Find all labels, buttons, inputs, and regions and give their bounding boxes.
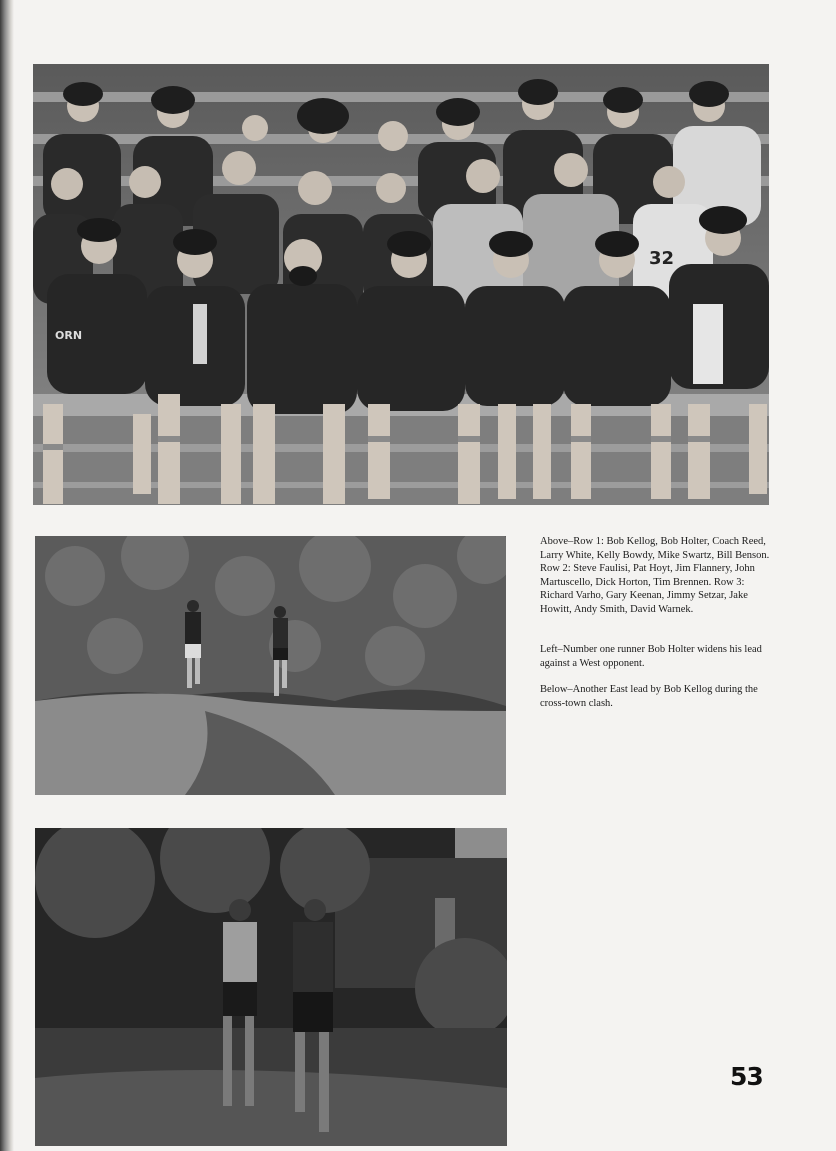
shirt-lettering: ORN: [55, 329, 83, 342]
hill-race-image: [35, 536, 506, 795]
trees-race-image: [35, 828, 507, 1146]
team-photo-image: [33, 64, 769, 505]
hill-race-photo: [35, 536, 506, 795]
caption-left: Left–Number one runner Bob Holter widens his lead against a West opponent.: [540, 644, 762, 669]
caption-above: Above–Row 1: Bob Kellog, Bob Holter, Coach Reed, Larry White, Kelly Bowdy, Mike Swartz, Bill Benson. Row 2: Steve Faulisi, Pat Hoyt, Jim Flannery, John Martuscello, Dick Horton, Tim Brennen. Row 3: Richard Varho, Gary Keenan, Jimmy Setzar, Jake Howitt, Andy Smith, David Warnek.: [540, 536, 770, 615]
team-photo: [33, 64, 769, 505]
page-number: 53: [730, 1062, 763, 1091]
binding-edge: [0, 0, 14, 1151]
jersey-number: 32: [649, 248, 675, 269]
trees-race-photo: [35, 828, 507, 1146]
caption-below: Below–Another East lead by Bob Kellog during the cross-town clash.: [540, 684, 758, 709]
